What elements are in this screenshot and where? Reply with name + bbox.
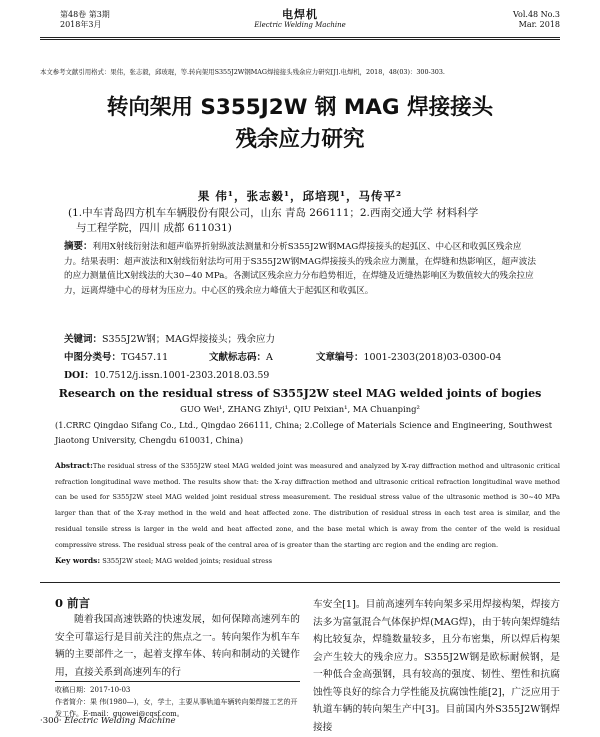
received-date: 收稿日期：2017-10-03 [55, 686, 131, 694]
page-number: ·300· [40, 716, 62, 726]
keywords-cn [64, 331, 538, 345]
header-journal [40, 10, 560, 30]
running-header [40, 10, 560, 36]
header-volume-info-en [513, 10, 560, 30]
affiliation-line-2: 与工程学院，四川 成都 611031) [76, 222, 232, 234]
page-footer [40, 716, 176, 726]
doi-line [64, 367, 269, 381]
footer-journal-name: Electric Welding Machine [64, 716, 176, 726]
body-text-left: 随着我国高速铁路的快速发展，如何保障高速列车的安全可靠运行是目前关注的焦点之一。转向架作为机车车辆的主要部件之一，起着支撑车体、转向和制动的关键作用，直接关系到高速列车的行 [55, 614, 300, 678]
header-rule-secondary [40, 39, 560, 40]
keywords-en-text: S355J2W steel; MAG welded joints; residual stress [102, 557, 272, 565]
affiliation-en: (1.CRRC Qingdao Sifang Co., Ltd., Qingdao 266111, China; 2.College of Materials Science and Engineering, Southwest Jiaotong University, Chengdu 610031, China) [55, 420, 553, 445]
affiliation-line-1: (1.中车青岛四方机车车辆股份有限公司，山东 青岛 266111；2.西南交通大学 材料科学 [68, 207, 479, 219]
doi-value: 10.7512/j.issn.1001-2303.2018.03.59 [93, 370, 270, 381]
citation-line: 本文参考文献引用格式：果伟，张志毅，邱玻琨，等.转向架用S355J2W钢MAG焊接接头残余应力研究[J].电焊机，2018，48(03)：300-303. [40, 68, 445, 76]
section-divider [40, 582, 560, 583]
keywords-label: 关键词： [64, 334, 103, 345]
author-bio: 作者简介：果 伟(1980—)，女，学士，主要从事轨道车辆转向架焊接工艺的开发工作。E-mail：guowei@cqsf.com。 [55, 698, 298, 718]
clc-value: TG457.11 [121, 352, 169, 363]
abstract-text: 利用X射线衍射法和超声临界折射纵波法测量和分析S355J2W钢MAG焊接接头的起弧区、中心区和收弧区残余应力。结果表明：超声波法和X射线衍射法均可用于S355J2W钢MAG焊接接头的残余应力测量，在焊缝和热影响区，超声波法的应力测量值比X射线法的大30~40 MPa。各测试区残余应力分布趋势相近，在焊缝及近缝热影响区为数值较大的残余拉应力，远离焊缝中心的母材为压应力。中心区的残余应力峰值大于起弧区和收弧区。 [64, 242, 536, 296]
article-title [40, 92, 560, 156]
abstract-en [55, 458, 560, 553]
keywords-en [55, 556, 560, 565]
authors-en: GUO Wei¹, ZHANG Zhiyi¹, QIU Peixian¹, MA Chuanping² [180, 404, 420, 414]
keywords-en-label: Key words: [55, 556, 101, 565]
body-column-right: 车安全[1]。目前高速列车转向架多采用焊接构架，焊接方法多为富氩混合气体保护焊(MAG焊)，由于转向架焊缝结构比较复杂，焊缝数量较多，且分布密集，所以焊后构架会产生较大的残余应力。S355J2W钢是欧标耐候钢，是一种低合金高强钢，具有较高的强度、韧性、塑性和抗腐蚀性等良好的综合力学性能及抗腐蚀性能[2]，广泛应用于轨道车辆的转向架生产中[3]。目前国内外S355J2W钢焊接接 [313, 599, 560, 733]
abstract-cn [64, 240, 538, 298]
article-number [316, 349, 501, 363]
header-volume: 第48卷 第3期 [60, 10, 110, 19]
doc-code [209, 349, 273, 363]
abstract-en-label: Abstract: [55, 461, 93, 470]
doc-code-value: A [266, 352, 273, 363]
doi-label: DOI： [64, 370, 94, 381]
article-no-value: 1001-2303(2018)03-0300-04 [363, 352, 502, 363]
section-heading-intro: 0 前言 [55, 596, 91, 610]
affiliation-cn [68, 206, 538, 236]
article-no-label: 文章编号： [316, 352, 364, 363]
header-rule [40, 37, 560, 38]
clc-code [64, 349, 168, 363]
journal-name-cn: 电焊机 [282, 8, 318, 21]
doc-code-label: 文献标志码： [209, 352, 267, 363]
clc-label: 中图分类号： [64, 352, 122, 363]
title-en: Research on the residual stress of S355J2W steel MAG welded joints of bogies [58, 387, 542, 400]
header-date-en: Mar. 2018 [518, 20, 560, 29]
body-column-left [55, 611, 300, 681]
authors-cn: 果 伟¹，张志毅¹，邱培现¹，马传平² [197, 189, 403, 203]
keywords-text: S355J2W钢；MAG焊接接头；残余应力 [102, 334, 275, 345]
abstract-label: 摘要： [64, 241, 93, 252]
header-volume-en: Vol.48 No.3 [513, 10, 560, 19]
footnote [55, 681, 300, 720]
title-line-1: 转向架用 S355J2W 钢 MAG 焊接接头 [106, 95, 494, 120]
title-line-2: 残余应力研究 [235, 127, 365, 152]
header-date: 2018年3月 [60, 20, 102, 29]
journal-name-en: Electric Welding Machine [254, 21, 346, 29]
abstract-en-text: The residual stress of the S355J2W steel MAG welded joint was measured and analyzed by X-ray diffraction method and ultrasonic critical refraction longitudinal wave method. The results show that: the X-ray diffraction method and ultrasonic critical refraction longitudinal wave method can be used for S355J2W steel MAG welded joint residual stress measurement. The residual stress value of the ultrasonic method is 30~40 MPa larger than that of the X-ray method in the weld and heat affected zone. The distribution of residual stress in each test area is similar, and the residual tensile stress is larger in the weld and heat affected zone, and the base metal which is away from the center of the weld is residual compressive stress. The residual stress peak of the central area of is greater than the starting arc region and the ending arc region. [55, 462, 560, 549]
